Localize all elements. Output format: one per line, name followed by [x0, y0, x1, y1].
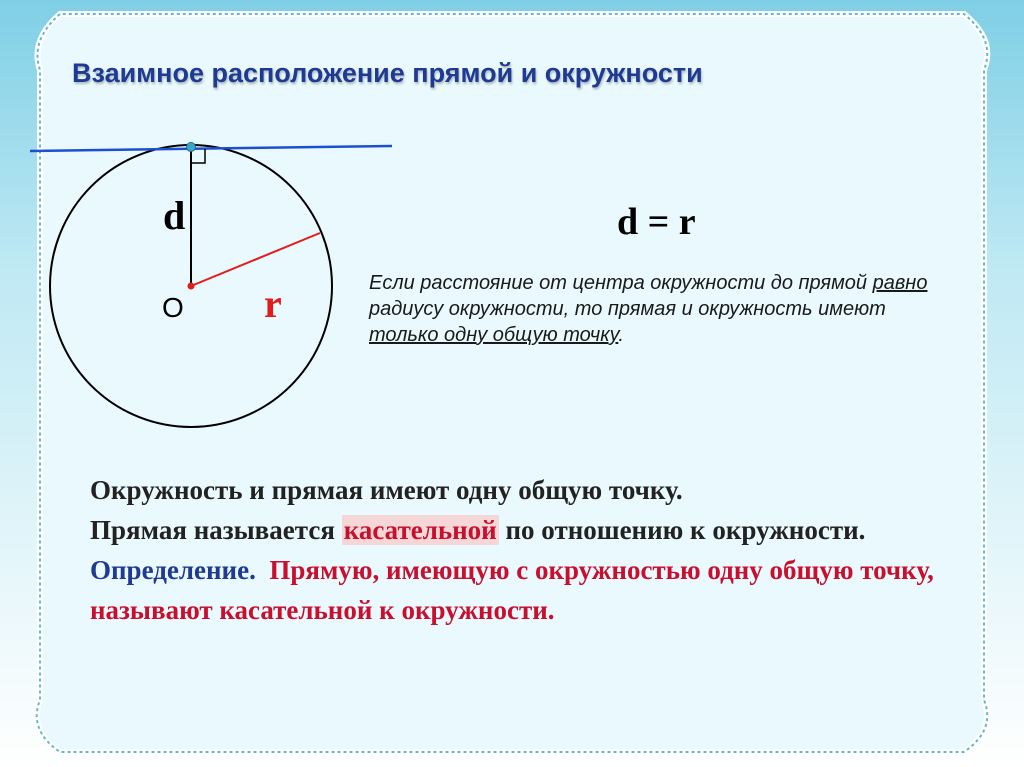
- definition-text: Прямую, имеющую с окружностью одну общую точку, называют касательной к окружности.: [90, 555, 934, 625]
- center-point: [188, 283, 195, 290]
- formula: d = r: [617, 201, 696, 243]
- body-line1: Окружность и прямая имеют одну общую точку.: [90, 475, 683, 505]
- tangent-term: касательной: [343, 515, 497, 545]
- note-underline-equal: равно: [872, 272, 928, 294]
- body-line2-post: по отношению к окружности.: [498, 515, 866, 545]
- page-title: Взаимное расположение прямой и окружности: [72, 58, 703, 88]
- body-line2: [90, 510, 970, 550]
- label-d: d: [163, 193, 186, 238]
- note-part3: .: [618, 324, 624, 346]
- note-part1: Если расстояние от центра окружности до прямой: [369, 272, 873, 294]
- condition-note: [369, 270, 944, 348]
- body-line2-pre: Прямая называется: [90, 515, 342, 545]
- note-underline-one-point: только одну общую точку: [369, 324, 619, 346]
- note-part2: радиусу окружности, то прямая и окружность имеют: [369, 298, 886, 320]
- definition-label: Определение.: [90, 555, 256, 585]
- radius-segment: [191, 233, 320, 286]
- label-r: r: [264, 281, 282, 326]
- label-center: O: [162, 292, 184, 323]
- explanation-text: [90, 470, 970, 630]
- definition: [90, 550, 970, 630]
- tangent-point: [187, 143, 196, 152]
